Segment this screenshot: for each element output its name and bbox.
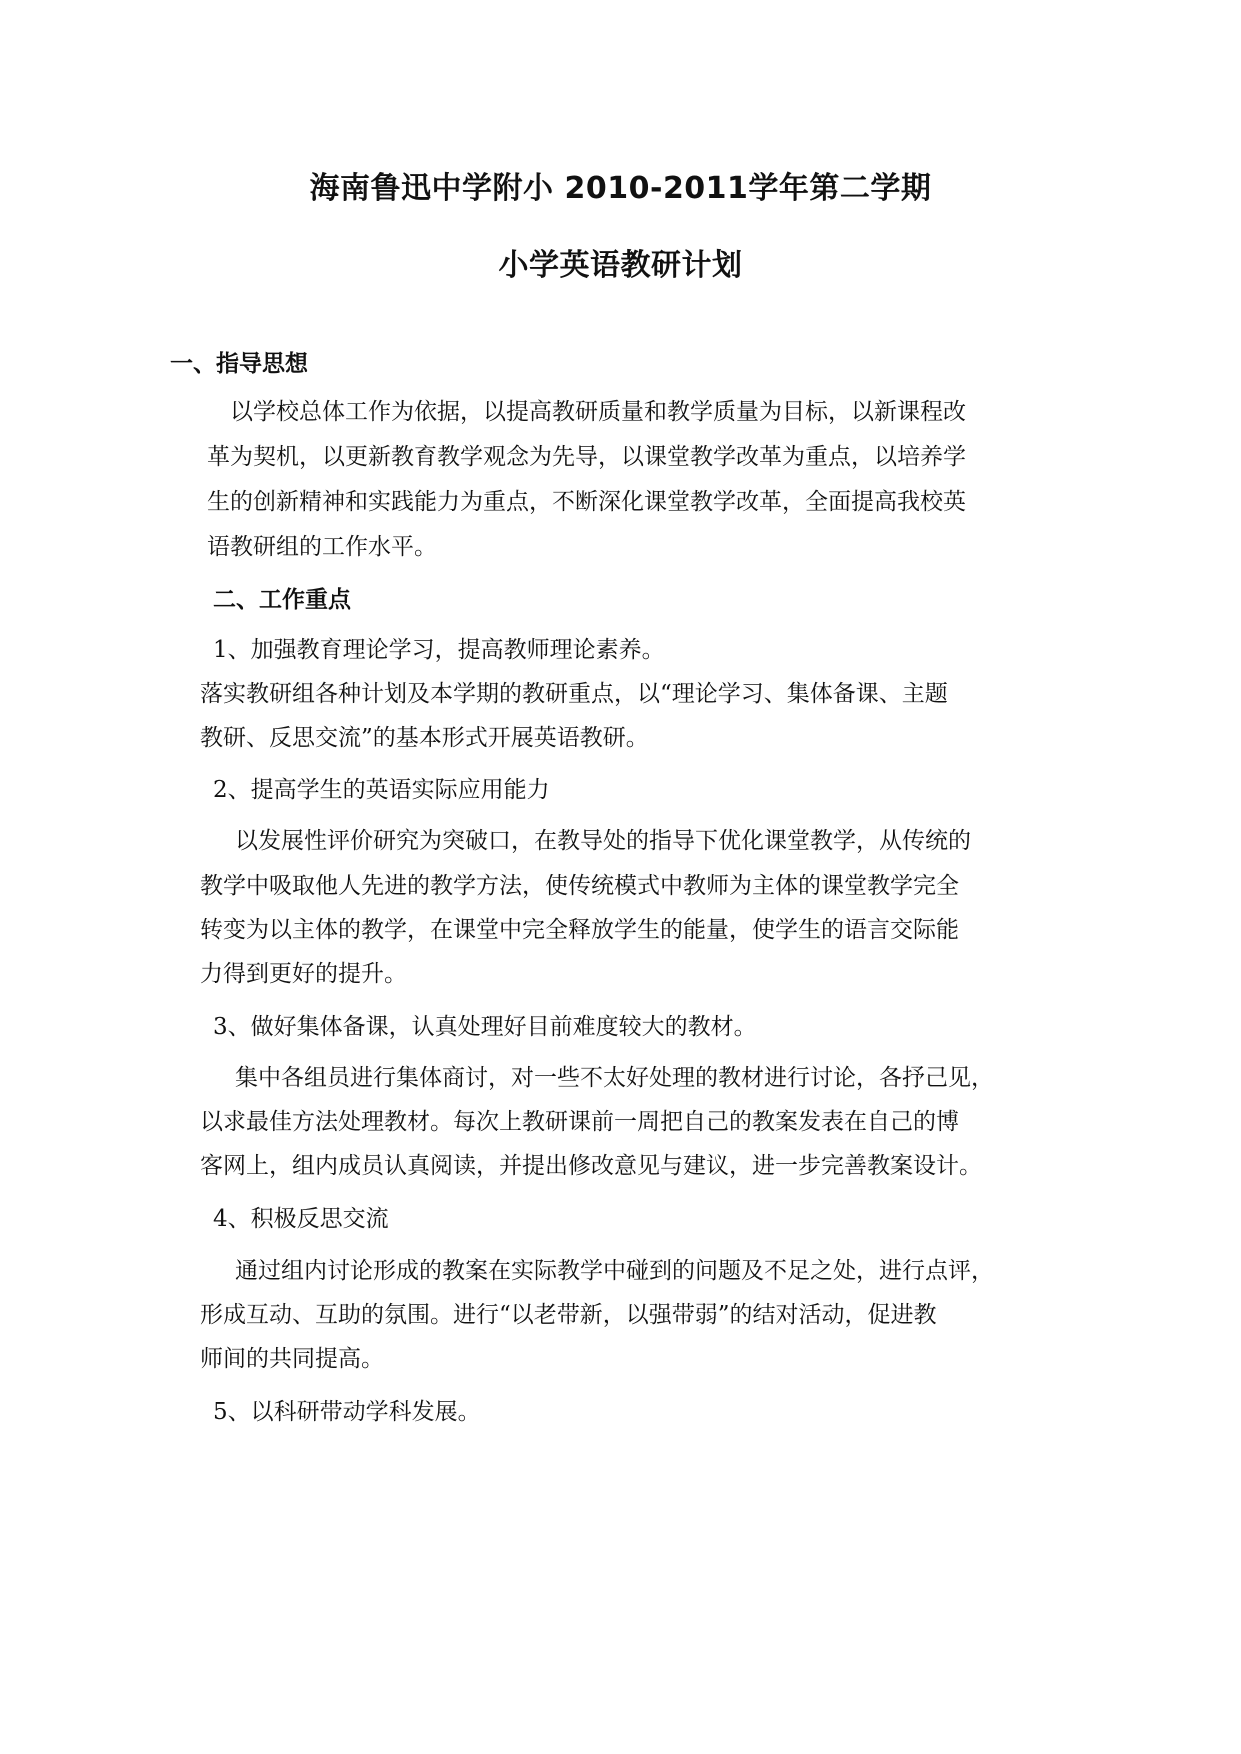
item-line: 师间的共同提高。 <box>200 1346 384 1372</box>
item-line: 落实教研组各种计划及本学期的教研重点，以“理论学习、集体备课、主题 <box>200 681 948 707</box>
item-line: 转变为以主体的教学，在课堂中完全释放学生的能量，使学生的语言交际能 <box>200 917 959 943</box>
item-line: 以求最佳方法处理教材。每次上教研课前一周把自己的教案发表在自己的博 <box>200 1109 959 1135</box>
item-title: 3、做好集体备课，认真处理好目前难度较大的教材。 <box>213 1014 757 1040</box>
paragraph-line: 以学校总体工作为依据，以提高教研质量和教学质量为目标，以新课程改 <box>230 399 966 425</box>
item-title: 5、以科研带动学科发展。 <box>213 1399 481 1425</box>
item-line: 客网上，组内成员认真阅读，并提出修改意见与建议，进一步完善教案设计。 <box>200 1153 982 1179</box>
item-line: 集中各组员进行集体商讨，对一些不太好处理的教材进行讨论，各抒己见， <box>235 1065 994 1091</box>
item-line: 通过组内讨论形成的教案在实际教学中碰到的问题及不足之处，进行点评， <box>235 1258 994 1284</box>
item-title: 1、加强教育理论学习，提高教师理论素养。 <box>213 637 665 663</box>
item-line: 教研、反思交流”的基本形式开展英语教研。 <box>200 725 649 751</box>
item-line: 力得到更好的提升。 <box>200 961 407 987</box>
item-title: 4、积极反思交流 <box>213 1206 389 1232</box>
paragraph-line: 革为契机，以更新教育教学观念为先导，以课堂教学改革为重点，以培养学 <box>207 444 966 470</box>
document-title-line2: 小学英语教研计划 <box>498 248 743 283</box>
item-title: 2、提高学生的英语实际应用能力 <box>213 777 550 803</box>
section-heading-work-focus: 二、工作重点 <box>213 587 351 613</box>
item-line: 形成互动、互助的氛围。进行“以老带新，以强带弱”的结对活动，促进教 <box>200 1302 937 1328</box>
document-title-line1: 海南鲁迅中学附小 2010-2011学年第二学期 <box>309 171 932 206</box>
item-line: 以发展性评价研究为突破口，在教导处的指导下优化课堂教学，从传统的 <box>235 828 971 854</box>
section-heading-guiding-thought: 一、指导思想 <box>170 351 308 377</box>
paragraph-line: 生的创新精神和实践能力为重点，不断深化课堂教学改革，全面提高我校英 <box>207 489 966 515</box>
paragraph-line: 语教研组的工作水平。 <box>207 534 437 560</box>
item-line: 教学中吸取他人先进的教学方法，使传统模式中教师为主体的课堂教学完全 <box>200 873 959 899</box>
